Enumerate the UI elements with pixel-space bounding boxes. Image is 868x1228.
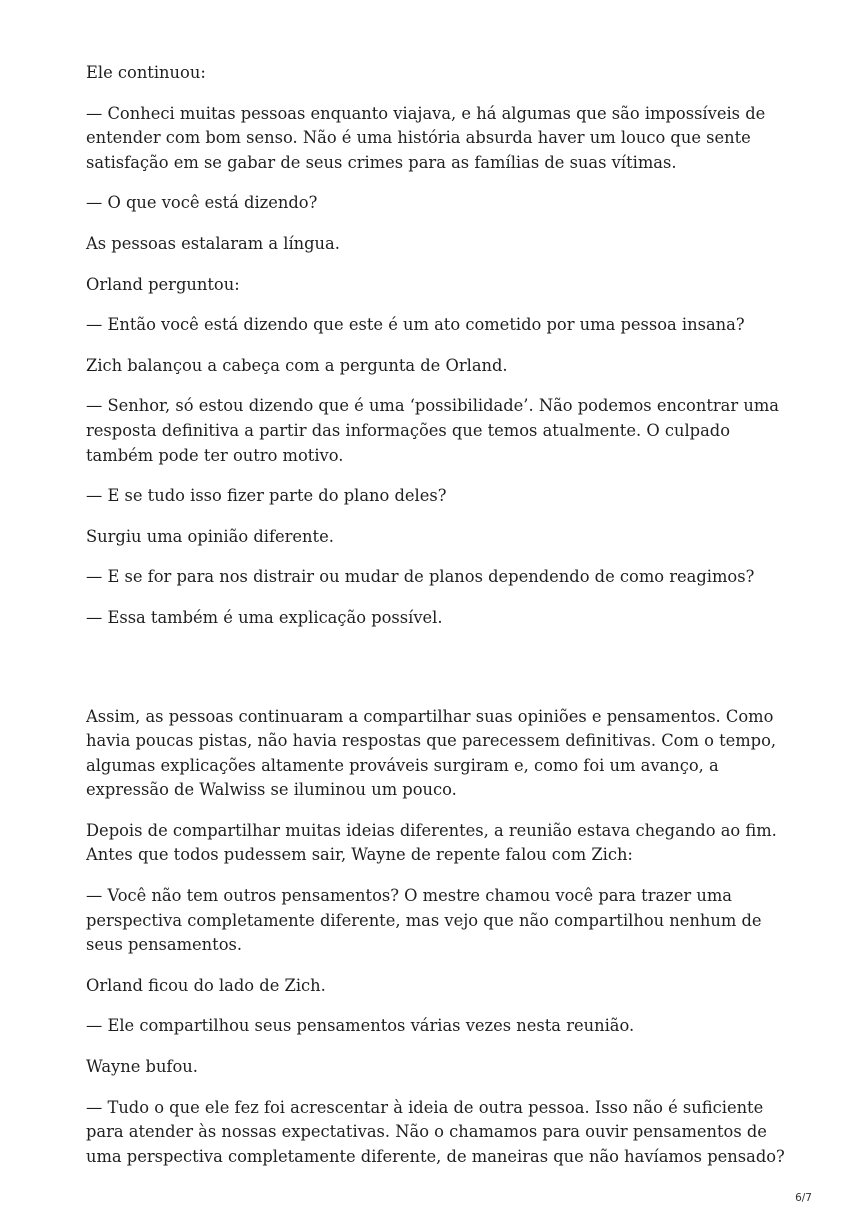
paragraph: — Então você está dizendo que este é um ato cometido por uma pessoa insana? <box>86 315 745 335</box>
paragraph: Orland perguntou: <box>86 274 240 294</box>
paragraph: — Senhor, só estou dizendo que é uma ‘possibilidade’. Não podemos encontrar uma resposta definitiva a partir das informações que temos atualmente. O culpado também pode ter outro motivo. <box>86 396 779 465</box>
paragraph: Orland ficou do lado de Zich. <box>86 975 326 995</box>
section-break <box>86 647 786 705</box>
paragraph: Zich balançou a cabeça com a pergunta de Orland. <box>86 355 508 375</box>
paragraph: — E se for para nos distrair ou mudar de planos dependendo de como reagimos? <box>86 567 755 587</box>
paragraph: As pessoas estalaram a língua. <box>86 233 340 253</box>
paragraph: — Conheci muitas pessoas enquanto viajava, e há algumas que são impossíveis de entender com bom senso. Não é uma história absurda haver um louco que sente satisfação em se gabar de seus crimes para as famílias de suas vítimas. <box>86 103 766 172</box>
body-text <box>86 61 786 1185</box>
paragraph: Ele continuou: <box>86 63 206 82</box>
paragraph: — O que você está dizendo? <box>86 193 318 213</box>
paragraph: Surgiu uma opinião diferente. <box>86 526 334 546</box>
paragraph: — Ele compartilhou seus pensamentos várias vezes nesta reunião. <box>86 1016 635 1036</box>
paragraph: Depois de compartilhar muitas ideias diferentes, a reunião estava chegando ao fim. Antes que todos pudessem sair, Wayne de repente falou com Zich: <box>86 820 777 865</box>
page-number: 6/7 <box>795 1192 812 1204</box>
paragraph: — E se tudo isso fizer parte do plano deles? <box>86 486 447 506</box>
paragraph: Wayne bufou. <box>86 1057 198 1077</box>
paragraph: Assim, as pessoas continuaram a compartilhar suas opiniões e pensamentos. Como havia poucas pistas, não havia respostas que parecessem definitivas. Com o tempo, algumas explicações altamente prováveis surgiram e, como foi um avanço, a expressão de Walwiss se iluminou um pouco. <box>86 706 777 800</box>
paragraph: — Você não tem outros pensamentos? O mestre chamou você para trazer uma perspectiva completamente diferente, mas vejo que não compartilhou nenhum de seus pensamentos. <box>86 886 762 955</box>
paragraph: — Tudo o que ele fez foi acrescentar à ideia de outra pessoa. Isso não é suficiente para atender às nossas expectativas. Não o chamamos para ouvir pensamentos de uma perspectiva completamente diferente, de maneiras que não havíamos pensado? <box>86 1097 785 1166</box>
paragraph: — Essa também é uma explicação possível. <box>86 607 443 627</box>
